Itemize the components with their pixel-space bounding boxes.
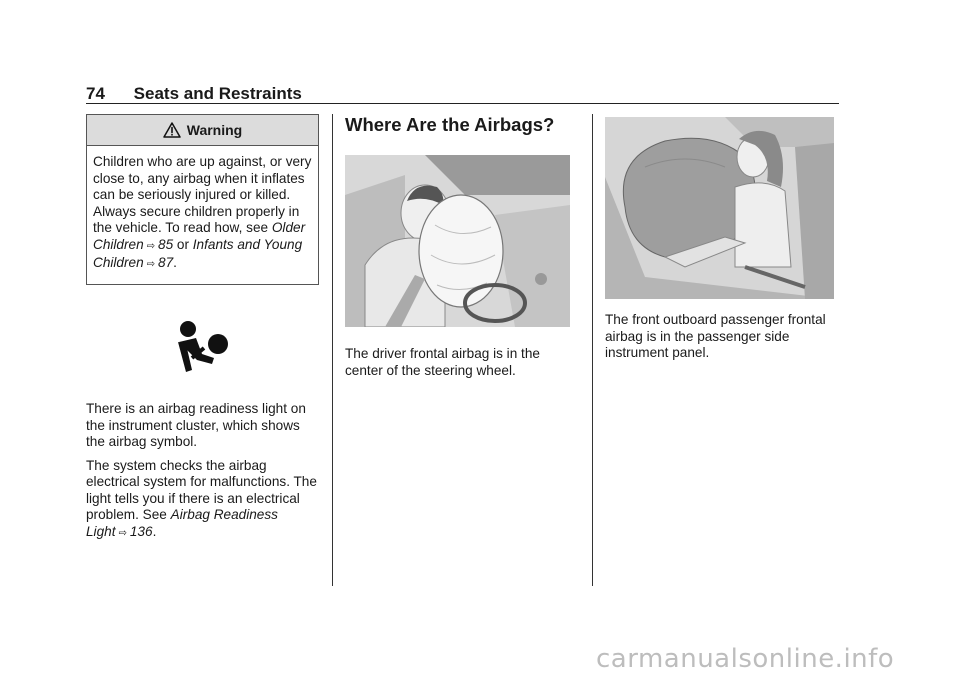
page-ref-arrow-icon: ⇨ [118, 527, 127, 539]
page-ref-arrow-icon: ⇨ [146, 240, 156, 252]
watermark: carmanualsonline.info [596, 644, 895, 674]
warning-box [86, 114, 319, 285]
system-check-paragraph [86, 458, 318, 543]
older-children-link[interactable]: Older Children [93, 220, 306, 252]
system-check-text: The system checks the airbag electrical system for malfunctions. The light tells you if there is an electrical problem. See [86, 457, 317, 522]
airbag-symbol-icon [176, 318, 236, 378]
older-children-page[interactable]: 85 [158, 236, 174, 252]
header-rule [86, 103, 839, 104]
page-ref-arrow-icon: ⇨ [146, 259, 156, 270]
airbag-readiness-link[interactable]: Airbag Readiness Light [86, 507, 278, 539]
warning-text-body: Children who are up against, or very close to, any airbag when it inflates can be seriously injured or killed. Always secure children properly in the vehicle. To read how, see [93, 154, 312, 235]
warning-triangle-icon [163, 122, 181, 138]
page-number: 74 [86, 84, 105, 103]
warning-body [87, 146, 318, 284]
infants-link[interactable]: Infants and Young Children [93, 236, 303, 270]
warning-end: . [173, 255, 177, 270]
driver-airbag-illustration [345, 155, 570, 327]
airbag-readiness-page[interactable]: 136 [129, 523, 153, 539]
column-middle [345, 114, 575, 379]
warning-title: Warning [186, 122, 243, 138]
column-left [86, 114, 319, 539]
system-check-end: . [152, 523, 157, 539]
driver-airbag-caption: The driver frontal airbag is in the center of the steering wheel. [345, 346, 540, 378]
warning-text [93, 154, 312, 274]
column-divider-2 [592, 114, 593, 586]
column-divider-1 [332, 114, 333, 586]
readiness-paragraph: There is an airbag readiness light on the instrument cluster, which shows the airbag symbol. [86, 401, 306, 449]
warning-joiner: or [173, 236, 193, 252]
infants-page[interactable]: 87 [158, 255, 174, 270]
airbag-location-heading: Where Are the Airbags? [345, 114, 555, 135]
section-title: Seats and Restraints [133, 84, 302, 103]
page-header [86, 84, 302, 104]
warning-header [87, 115, 318, 146]
column-right [605, 114, 837, 362]
passenger-airbag-caption: The front outboard passenger frontal airbag is in the passenger side instrument panel. [605, 312, 826, 360]
passenger-airbag-illustration [605, 117, 834, 299]
